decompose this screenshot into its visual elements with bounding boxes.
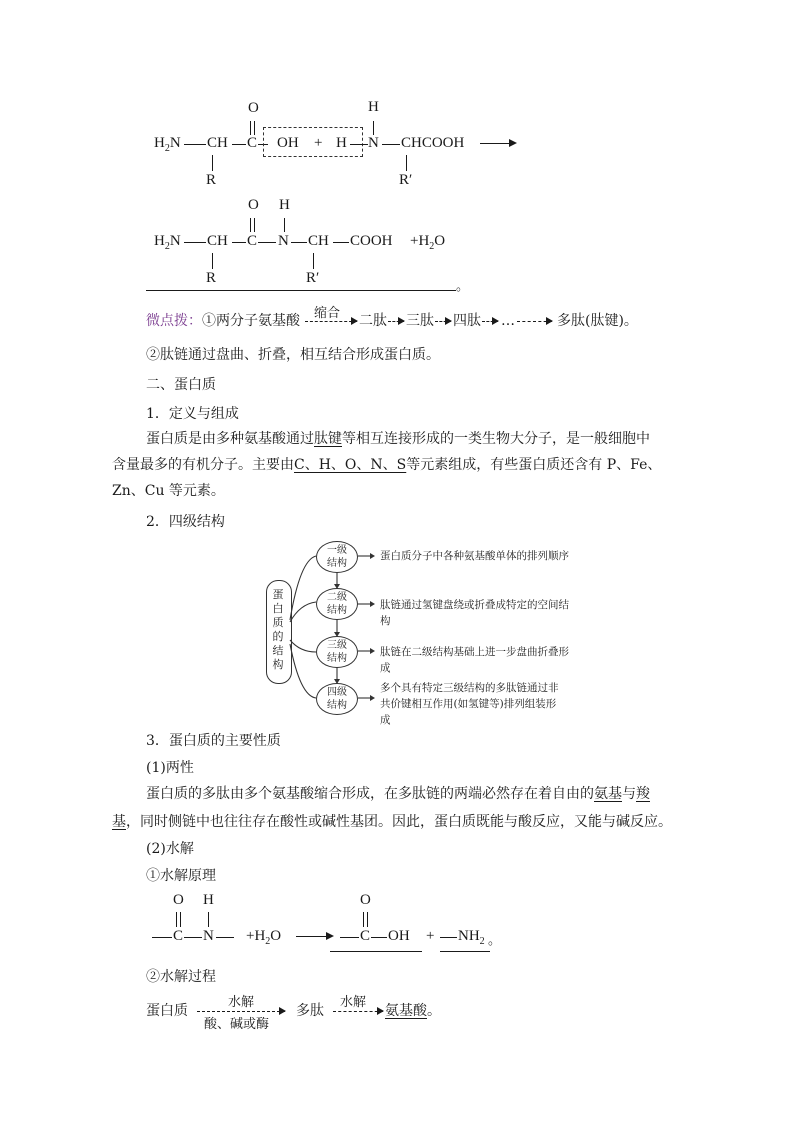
subheading-structure: 2．四级结构 [146,514,225,530]
tertiary-structure-node: 三级 结构 [316,636,358,668]
secondary-structure-node: 二级 结构 [316,588,358,620]
plus-sign: + [314,135,323,151]
alpha-carbon: CH [207,135,228,151]
primary-structure-desc: 蛋白质分子中各种氨基酸单体的排列顺序 [380,550,569,562]
alpha-carbon-2: CH [308,233,329,249]
side-chain-r-prime: R′ [399,172,413,188]
polypeptide-label: 多肽 [296,1003,324,1019]
hydroxyl: OH [388,928,410,944]
tertiary-structure-desc: 肽链在二级结构基础上进一步盘曲折叠形成 [380,646,569,674]
subheading-definition: 1．定义与组成 [146,406,239,422]
answer-carboxyl: 羧基 [112,786,650,830]
carboxyl-group: COOH [350,233,393,249]
hydrogen-label: H [368,99,379,115]
oxygen-label-2: O [360,892,371,908]
hydrolysis-title: (2)水解 [146,841,194,857]
answer-amino: 氨基 [594,786,622,802]
root-label: 蛋 白 质 的 结 构 [272,588,284,671]
nitrogen: N [368,135,379,151]
amino-group: $NH_2$ [458,928,485,947]
tetrapeptide-label: 四肽 [453,313,481,329]
hydrolysis-principle-title: ①水解原理 [146,868,216,884]
nitrogen: N [203,928,214,944]
definition-paragraph: 蛋白质是由多种氨基酸通过肽键等相互连接形成的一类生物大分子，是一般细胞中含量最多的有机分子。主要由C、H、O、N、S等元素组成，有些蛋白质还含有 P、Fe、Zn、Cu 等元素。 [112,431,662,499]
section-heading: 二、蛋白质 [146,377,216,393]
answer-elements: C、H、O、N、S [294,457,407,473]
answer-acid: 酸 [518,814,532,830]
hydrogen-label: H [279,197,290,213]
alpha-carbon: CH [207,233,228,249]
answer-amino-acid: 氨基酸 [385,1003,427,1019]
amphoteric-title: (1)两性 [146,760,194,776]
reaction-arrow [296,936,330,937]
carbon: C [173,928,184,944]
plus-sign: + [426,928,435,944]
hydrogen-atom: H [336,135,347,151]
carbonyl-carbon: C [247,135,258,151]
answer-base: 碱 [616,814,630,830]
dipeptide-label: 二肽 [359,313,387,329]
hint-text: ①两分子氨基酸 [202,313,300,329]
primary-structure-node: 一级 结构 [316,541,358,573]
quaternary-structure-node: 四级 结构 [316,683,358,715]
hydrolysis-process-title: ②水解过程 [146,969,216,985]
oxygen-label: O [248,100,259,116]
carbon-2: C [360,928,371,944]
water: $+H_2O$ [410,233,446,252]
tripeptide-label: 三肽 [406,313,434,329]
chcooh-group: CHCOOH [401,135,465,151]
end-mark: 。 [427,1003,441,1019]
water: $+H_2O$ [246,928,282,947]
oxygen-label: O [173,892,184,908]
amphoteric-paragraph: 蛋白质的多肽由多个氨基酸缩合形成，在多肽链的两端必然存在着自由的氨基与羧基，同时侧链中也往往存在酸性或碱性基团。因此，蛋白质既能与酸反应，又能与碱反应。 [112,786,672,830]
end-mark: 。 [488,933,502,948]
subheading-properties: 3．蛋白质的主要性质 [146,733,281,749]
quaternary-structure-desc: 多个具有特定三级结构的多肽链通过非共价键相互作用(如氢键等)排列组装形成 [380,682,559,726]
hydrolysis-label: 水解 [228,995,255,1010]
hydrogen-label: H [203,892,214,908]
side-chain-r-prime: R′ [306,270,320,286]
amino-group: $H_2N$ [154,135,181,154]
end-mark: 。 [456,279,470,294]
catalyst-label: 酸、碱或酶 [204,1017,270,1032]
condense-label: 缩合 [314,306,341,321]
answer-underline-2 [440,951,490,952]
side-chain-r: R [206,270,217,286]
fold-paragraph: ②肽链通过盘曲、折叠，相互结合形成蛋白质。 [146,347,440,363]
answer-underline [330,951,422,952]
polypeptide-label: 多肽(肽键)。 [557,313,638,329]
secondary-structure-desc: 肽链通过氢键盘绕或折叠成特定的空间结构 [380,599,569,627]
side-chain-r: R [206,172,217,188]
answer-peptide-bond: 肽键 [314,431,342,447]
protein-label: 蛋白质 [146,1003,188,1019]
carbonyl-carbon: C [247,233,258,249]
hydroxyl: OH [277,135,299,151]
oxygen-label: O [248,197,259,213]
ellipsis: … [501,313,515,329]
hydrolysis-label-2: 水解 [340,995,367,1010]
nitrogen: N [278,233,289,249]
hint-label: 微点拨： [146,313,202,329]
amino-group: $H_2N$ [154,233,181,252]
